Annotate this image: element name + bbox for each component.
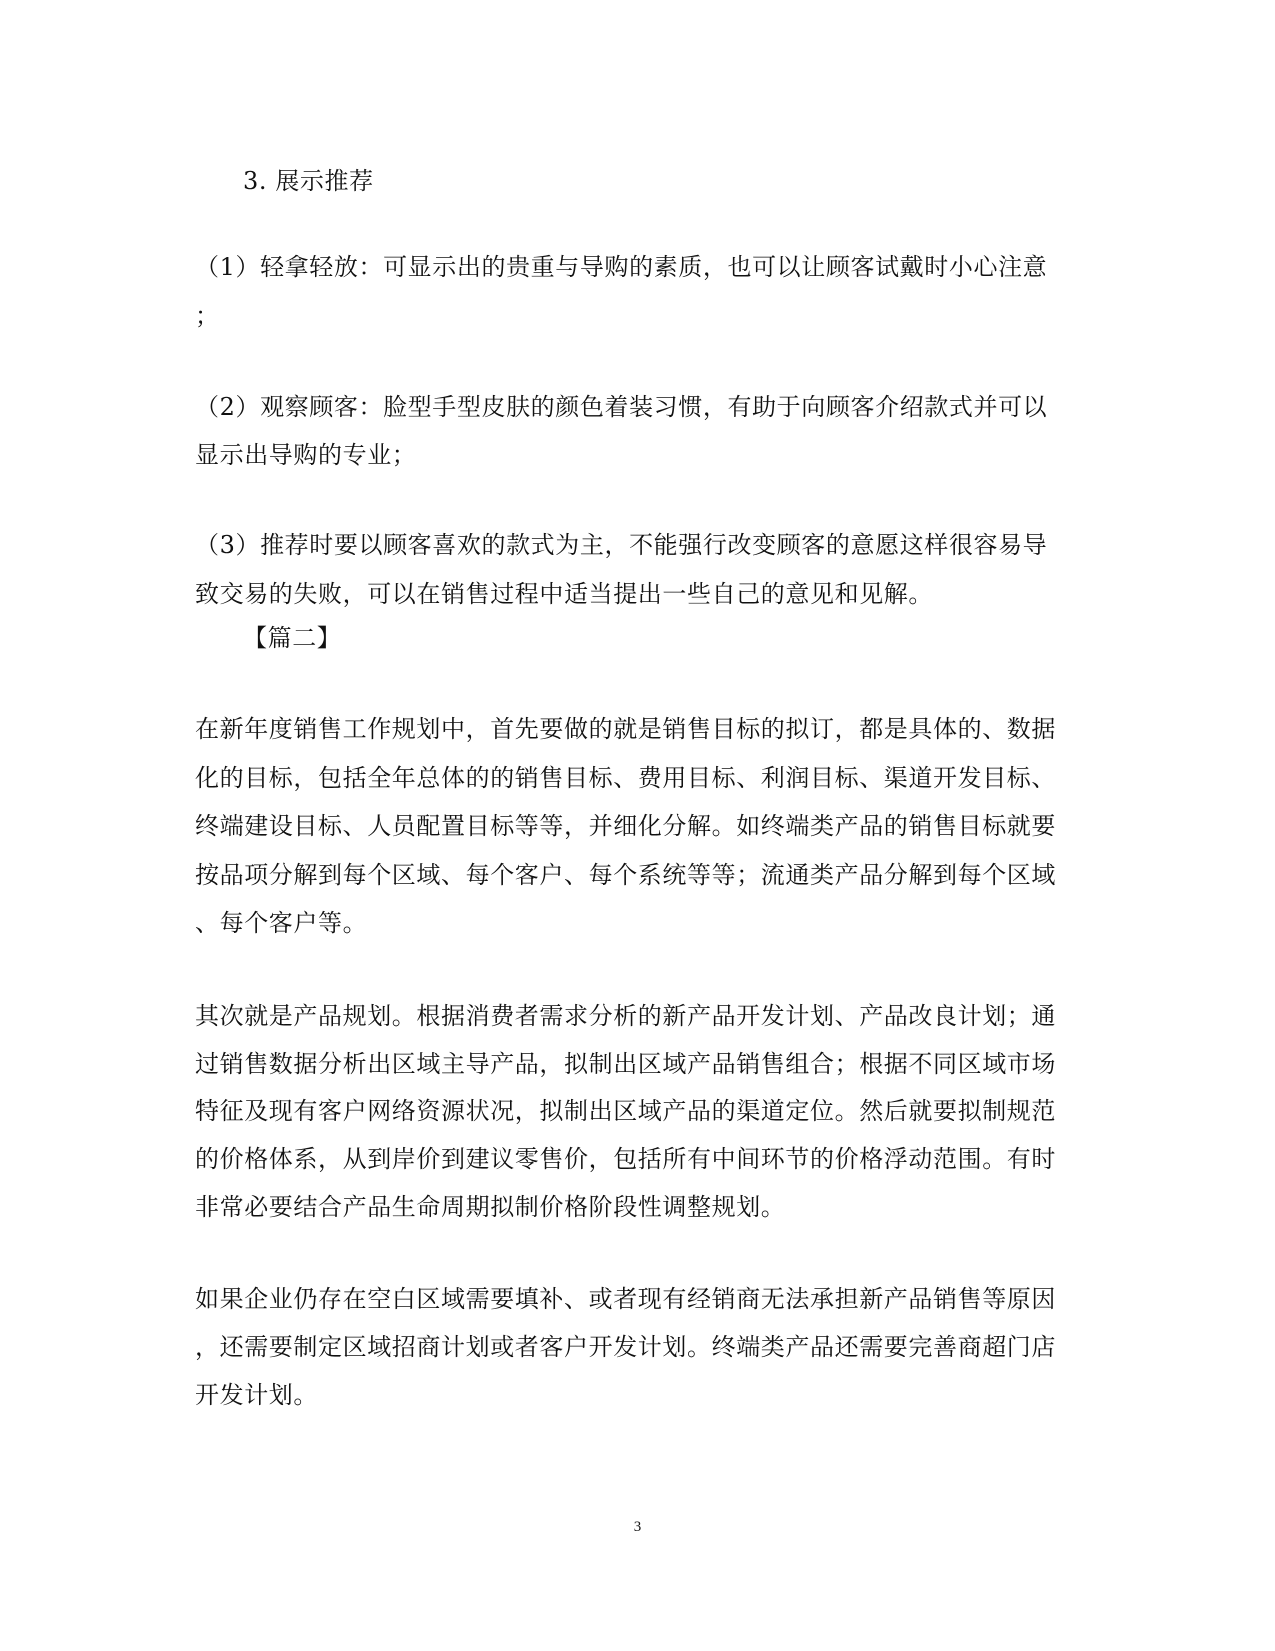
paragraph-line: 如果企业仍存在空白区域需要填补、或者现有经销商无法承担新产品销售等原因 <box>195 1285 1056 1313</box>
paragraph-line: 终端建设目标、人员配置目标等等，并细化分解。如终端类产品的销售目标就要 <box>195 812 1056 840</box>
paragraph-line: 化的目标，包括全年总体的的销售目标、费用目标、利润目标、渠道开发目标、 <box>195 764 1056 792</box>
paragraph-line: ，还需要制定区域招商计划或者客户开发计划。终端类产品还需要完善商超门店 <box>195 1333 1056 1361</box>
paragraph-line: 特征及现有客户网络资源状况，拟制出区域产品的渠道定位。然后就要拟制规范 <box>195 1097 1056 1125</box>
paragraph-line: 致交易的失败，可以在销售过程中适当提出一些自己的意见和见解。 <box>195 580 933 608</box>
paragraph-line: 其次就是产品规划。根据消费者需求分析的新产品开发计划、产品改良计划；通 <box>195 1002 1056 1030</box>
paragraph-line: 开发计划。 <box>195 1381 318 1409</box>
section-heading: 3. 展示推荐 <box>243 167 374 195</box>
paragraph-line: （3）推荐时要以顾客喜欢的款式为主，不能强行改变顾客的意愿这样很容易导 <box>195 531 1048 559</box>
paragraph-line: 、每个客户等。 <box>195 909 368 937</box>
paragraph-line: （2）观察顾客：脸型手型皮肤的颜色着装习惯，有助于向顾客介绍款式并可以 <box>195 393 1048 421</box>
paragraph-line: 显示出导购的专业； <box>195 441 417 469</box>
paragraph-line: 的价格体系，从到岸价到建议零售价，包括所有中间环节的价格浮动范围。有时 <box>195 1145 1056 1173</box>
paragraph-line: 非常必要结合产品生命周期拟制价格阶段性调整规划。 <box>195 1193 786 1221</box>
paragraph-line: 在新年度销售工作规划中，首先要做的就是销售目标的拟订，都是具体的、数据 <box>195 715 1056 743</box>
paragraph-line: 按品项分解到每个区域、每个客户、每个系统等等；流通类产品分解到每个区域 <box>195 861 1056 889</box>
part-heading: 【篇二】 <box>243 624 342 652</box>
paragraph-line: ； <box>195 302 220 330</box>
page-number: 3 <box>633 1519 642 1535</box>
paragraph-line: （1）轻拿轻放：可显示出的贵重与导购的素质，也可以让顾客试戴时小心注意 <box>195 253 1048 281</box>
paragraph-line: 过销售数据分析出区域主导产品，拟制出区域产品销售组合；根据不同区域市场 <box>195 1050 1056 1078</box>
